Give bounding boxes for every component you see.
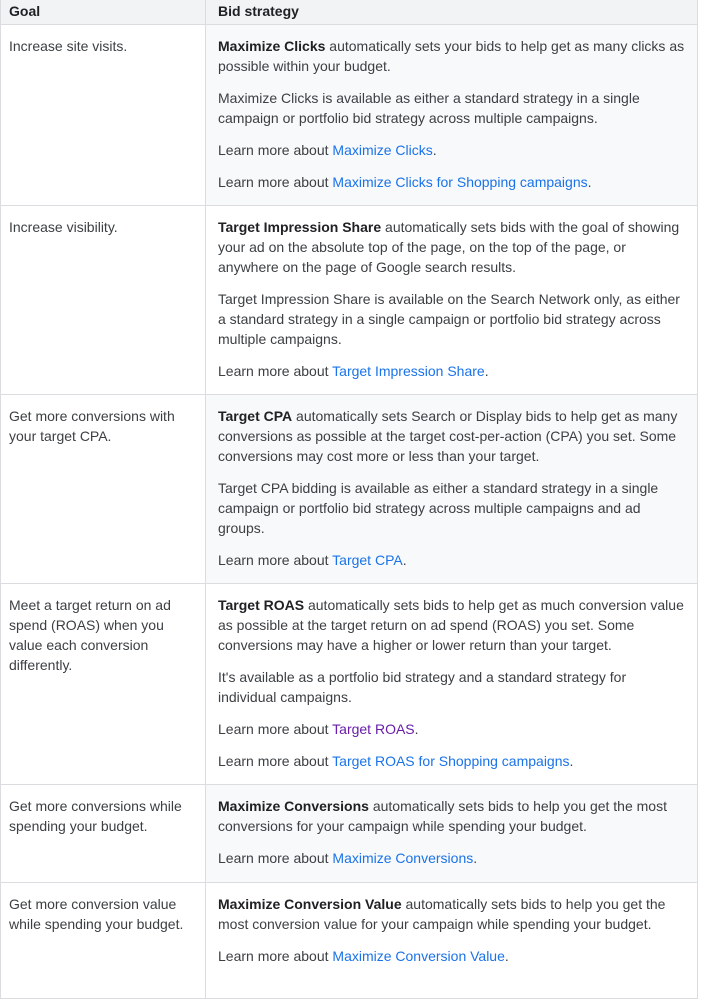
goal-cell: Get more conversions with your target CPA. <box>1 395 206 583</box>
table-body <box>1 25 697 999</box>
learn-more-prefix: Learn more about <box>218 721 333 737</box>
strategy-availability: It's available as a portfolio bid strategy and a standard strategy for individual campaigns. <box>218 669 627 705</box>
strategy-name: Maximize Clicks <box>218 38 326 54</box>
table-row <box>1 206 697 395</box>
learn-more <box>218 848 687 868</box>
header-goal: Goal <box>1 0 206 24</box>
learn-more-prefix: Learn more about <box>218 850 333 866</box>
goal-cell: Increase visibility. <box>1 206 206 394</box>
strategy-availability: Target CPA bidding is available as either a standard strategy in a single campaign or portfolio bid strategy across multiple campaigns and ad groups. <box>218 480 659 536</box>
strategy-description-text: automatically sets bids with the goal of showing your ad on the absolute top of the page, on the top of the page, or anywhere on the page of Google search results. <box>218 219 680 275</box>
table-row <box>1 584 697 785</box>
learn-more-prefix: Learn more about <box>218 753 333 769</box>
period: . <box>473 850 478 866</box>
learn-more <box>218 361 687 381</box>
strategy-description-text: automatically sets bids to help get as much conversion value as possible at the target return on ad spend (ROAS) you set. Some conversions may have a higher or lower return than your target. <box>218 597 684 653</box>
strategy-name: Maximize Conversion Value <box>218 896 402 912</box>
learn-more <box>218 751 687 771</box>
strategy-cell <box>206 25 697 205</box>
strategy-description <box>218 406 687 466</box>
learn-more <box>218 946 687 966</box>
learn-more-prefix: Learn more about <box>218 363 333 379</box>
strategy-cell <box>206 785 697 882</box>
table-row <box>1 25 697 206</box>
strategy-cell <box>206 883 697 998</box>
learn-more-link[interactable]: Maximize Conversion Value <box>332 948 505 964</box>
strategy-description-text: automatically sets your bids to help get as many clicks as possible within your budget. <box>218 38 685 74</box>
learn-more-link[interactable]: Maximize Conversions <box>332 850 474 866</box>
period: . <box>504 948 509 964</box>
table-row <box>1 785 697 883</box>
goal-cell: Increase site visits. <box>1 25 206 205</box>
learn-more-link[interactable]: Maximize Clicks for Shopping campaigns <box>332 174 588 190</box>
strategy-cell <box>206 584 697 784</box>
period: . <box>569 753 574 769</box>
learn-more-link[interactable]: Target Impression Share <box>332 363 485 379</box>
period: . <box>432 142 437 158</box>
learn-more-link[interactable]: Target CPA <box>332 552 403 568</box>
strategy-description-text: automatically sets bids to help you get the most conversions for your campaign while spending your budget. <box>218 798 667 834</box>
table-row <box>1 883 697 999</box>
learn-more <box>218 719 687 739</box>
period: . <box>402 552 407 568</box>
strategy-description <box>218 796 687 836</box>
strategy-availability: Maximize Clicks is available as either a standard strategy in a single campaign or portfolio bid strategy across multiple campaigns. <box>218 90 640 126</box>
period: . <box>414 721 419 737</box>
strategy-name: Target CPA <box>218 408 293 424</box>
learn-more <box>218 550 687 570</box>
strategy-availability: Target Impression Share is available on the Search Network only, as either a standard strategy in a single campaign or portfolio bid strategy across multiple campaigns. <box>218 291 680 347</box>
learn-more-prefix: Learn more about <box>218 948 333 964</box>
strategy-name: Target ROAS <box>218 597 305 613</box>
learn-more-link[interactable]: Maximize Clicks <box>332 142 433 158</box>
strategy-cell <box>206 395 697 583</box>
goal-cell: Get more conversions while spending your budget. <box>1 785 206 882</box>
learn-more-prefix: Learn more about <box>218 142 333 158</box>
goal-cell: Get more conversion value while spending your budget. <box>1 883 206 998</box>
learn-more-prefix: Learn more about <box>218 174 333 190</box>
header-bid-strategy: Bid strategy <box>218 3 299 19</box>
strategy-name: Target Impression Share <box>218 219 382 235</box>
strategy-description <box>218 595 687 655</box>
learn-more-link[interactable]: Target ROAS for Shopping campaigns <box>332 753 570 769</box>
learn-more-link[interactable]: Target ROAS <box>332 721 415 737</box>
strategy-description <box>218 217 687 277</box>
strategy-name: Maximize Conversions <box>218 798 369 814</box>
table-header <box>1 0 697 25</box>
strategy-description-text: automatically sets Search or Display bids to help get as many conversions as possible at the target cost-per-action (CPA) you set. Some conversions may cost more or less than your target. <box>218 408 678 464</box>
strategy-description-text: automatically sets bids to help you get the most conversion value for your campaign while spending your budget. <box>218 896 666 932</box>
learn-more <box>218 140 687 160</box>
strategy-cell <box>206 206 697 394</box>
learn-more <box>218 172 687 192</box>
table-row <box>1 395 697 584</box>
period: . <box>587 174 592 190</box>
learn-more-prefix: Learn more about <box>218 552 333 568</box>
strategy-description <box>218 894 687 934</box>
goal-cell: Meet a target return on ad spend (ROAS) when you value each conversion differently. <box>1 584 206 784</box>
period: . <box>484 363 489 379</box>
strategy-description <box>218 36 687 76</box>
